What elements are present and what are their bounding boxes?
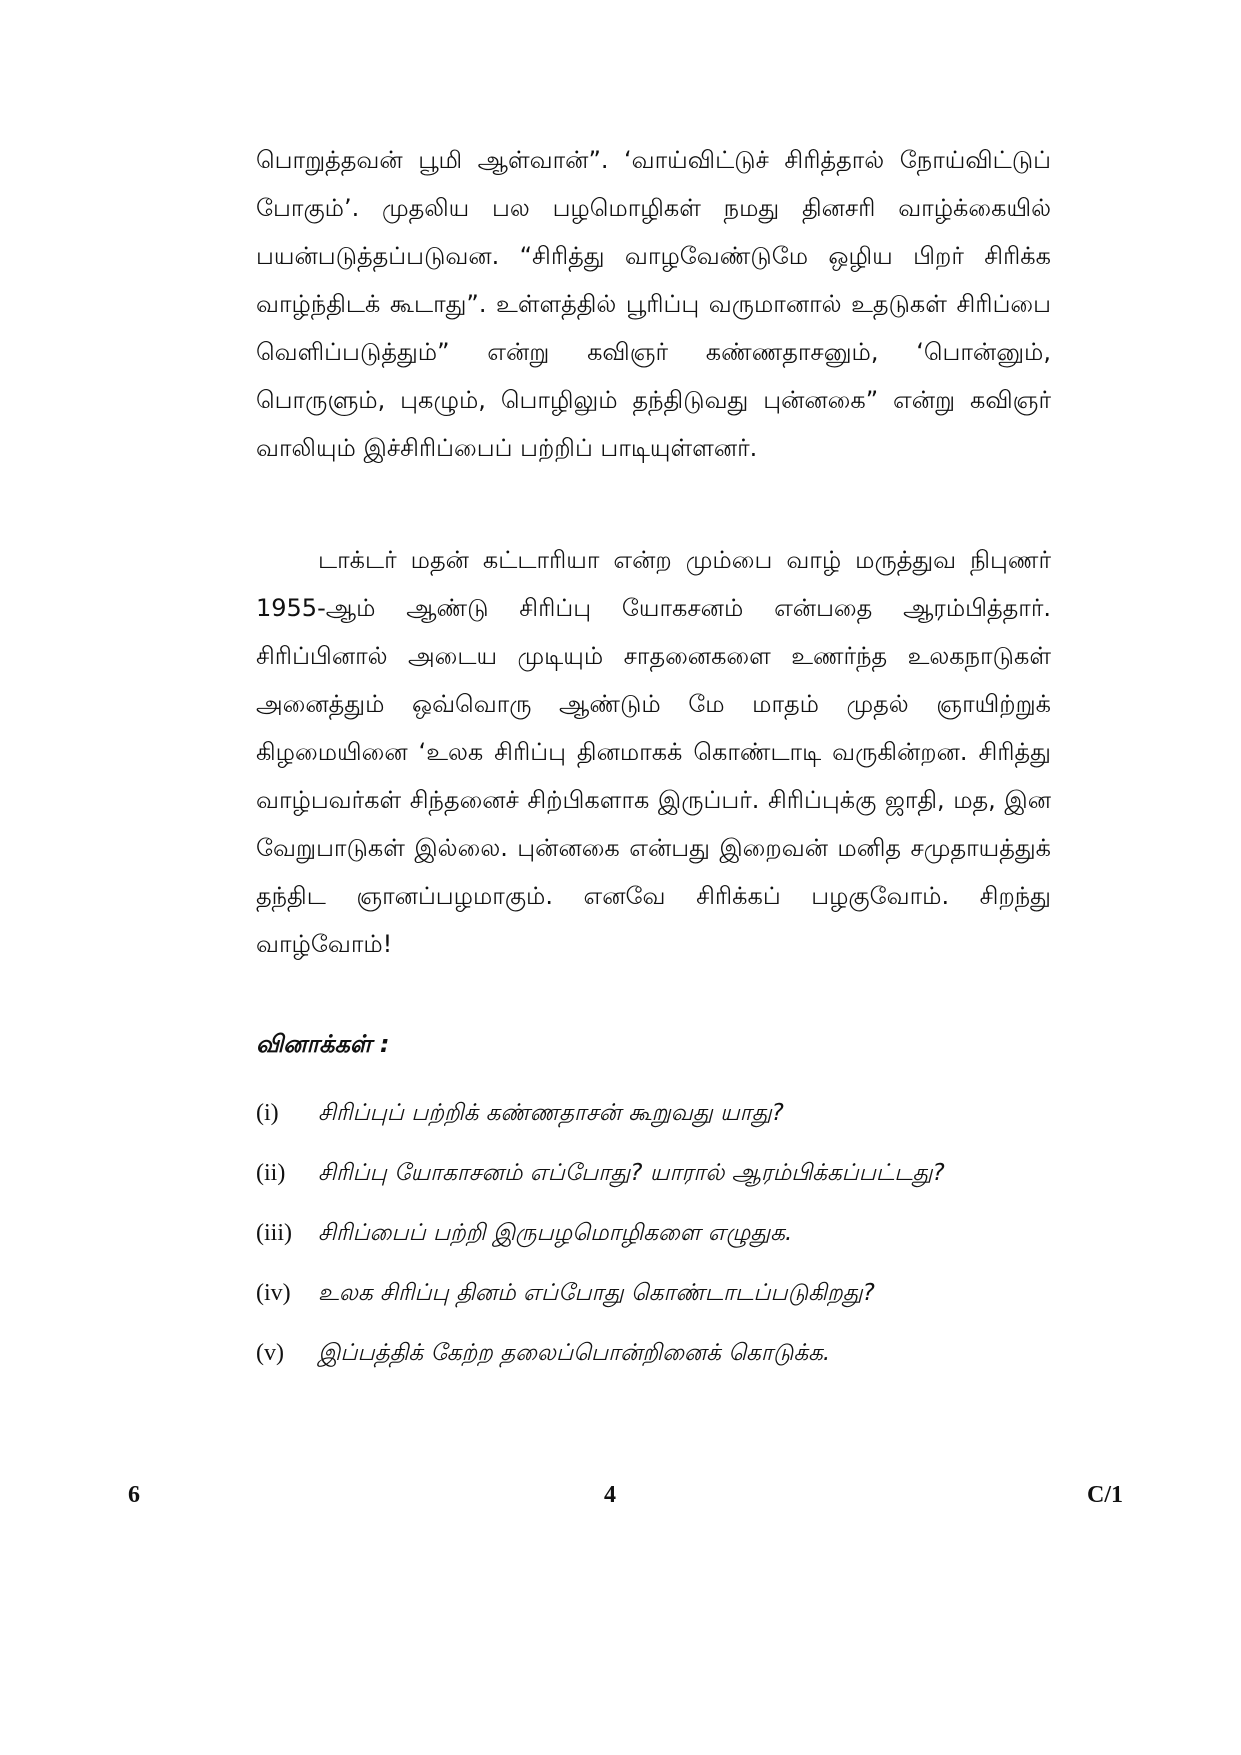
question-text: சிரிப்பு யோகாசனம் எப்போது? யாரால் ஆரம்பிக்கப்பட்டது?	[318, 1160, 945, 1186]
page-number: 4	[604, 1482, 616, 1508]
questions-heading: வினாக்கள் :	[256, 1030, 390, 1058]
question-text: உலக சிரிப்பு தினம் எப்போது கொண்டாடப்படுகிறது?	[318, 1280, 875, 1306]
question-text: சிரிப்பைப் பற்றி இருபழமொழிகளை எழுதுக.	[318, 1220, 793, 1246]
question-number: (ii)	[256, 1160, 286, 1186]
footer-left-code: 6	[128, 1482, 140, 1508]
question-item	[256, 1220, 1096, 1280]
question-text: சிரிப்புப் பற்றிக் கண்ணதாசன் கூறுவது யாது?	[318, 1100, 784, 1126]
question-number: (i)	[256, 1100, 279, 1126]
question-number: (iii)	[256, 1220, 292, 1246]
question-number: (v)	[256, 1340, 284, 1366]
question-item	[256, 1340, 1096, 1400]
question-list	[256, 1100, 1096, 1400]
question-text: இப்பத்திக் கேற்ற தலைப்பொன்றினைக் கொடுக்க.	[318, 1340, 831, 1366]
question-item	[256, 1280, 1096, 1340]
question-item	[256, 1100, 1096, 1160]
footer-right-code: C/1	[1087, 1482, 1123, 1508]
passage-paragraph-2: டாக்டர் மதன் கட்டாரியா என்ற மும்பை வாழ் மருத்துவ நிபுணர் 1955-ஆம் ஆண்டு சிரிப்பு யோகசனம் என்பதை ஆரம்பித்தார். சிரிப்பினால் அடைய முடியும் சாதனைகளை உணர்ந்த உலகநாடுகள் அனைத்தும் ஒவ்வொரு ஆண்டும் மே மாதம் முதல் ஞாயிற்றுக் கிழமையினை ‘உலக சிரிப்பு தினமாகக் கொண்டாடி வருகின்றன. சிரித்து வாழ்பவர்கள் சிந்தனைச் சிற்பிகளாக இருப்பர். சிரிப்புக்கு ஜாதி, மத, இன வேறுபாடுகள் இல்லை. புன்னகை என்பது இறைவன் மனித சமுதாயத்துக் தந்திட ஞானப்பழமாகும். எனவே சிரிக்கப் பழகுவோம். சிறந்து வாழ்வோம்!	[256, 546, 1051, 958]
question-number: (iv)	[256, 1280, 291, 1306]
question-item	[256, 1160, 1096, 1220]
passage-paragraph-1: பொறுத்தவன் பூமி ஆள்வான்”. ‘வாய்விட்டுச் சிரித்தால் நோய்விட்டுப் போகும்’. முதலிய பல பழமொழிகள் நமது தினசரி வாழ்க்கையில் பயன்படுத்தப்படுவன. “சிரித்து வாழவேண்டுமே ஒழிய பிறர் சிரிக்க வாழ்ந்திடக் கூடாது”. உள்ளத்தில் பூரிப்பு வருமானால் உதடுகள் சிரிப்பை வெளிப்படுத்தும்” என்று கவிஞர் கண்ணதாசனும், ‘பொன்னும், பொருளும், புகழும், பொழிலும் தந்திடுவது புன்னகை” என்று கவிஞர் வாலியும் இச்சிரிப்பைப் பற்றிப் பாடியுள்ளனர்.	[256, 146, 1051, 462]
